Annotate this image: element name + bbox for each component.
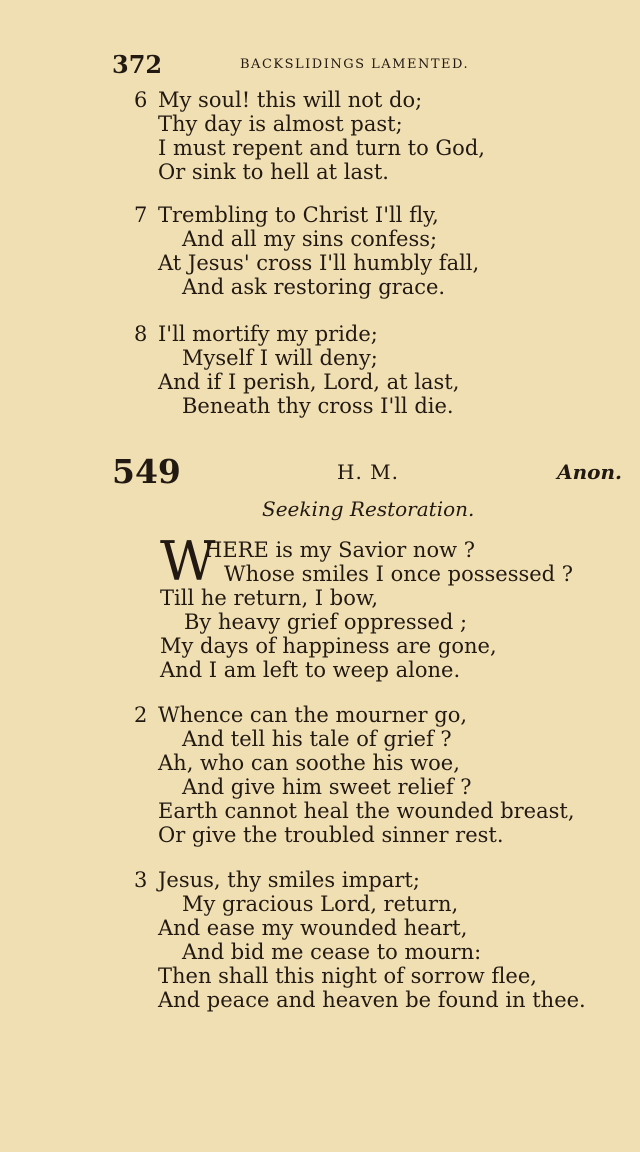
hymn-meter: H. M.	[337, 460, 399, 484]
verse-line: And ease my wounded heart,	[158, 916, 468, 940]
stanza-number: 8	[134, 322, 148, 346]
stanza-number: 6	[134, 88, 148, 112]
stanza-7	[134, 203, 479, 299]
verse-line: And tell his tale of grief ?	[182, 727, 452, 751]
verse-line: I must repent and turn to God,	[158, 136, 485, 160]
stanza-number: 3	[134, 868, 148, 892]
verse-line: And I am left to weep alone.	[160, 658, 461, 682]
running-title: BACKSLIDINGS LAMENTED.	[240, 57, 470, 72]
verse-line: My soul! this will not do;	[158, 88, 423, 112]
verse-line: Myself I will deny;	[182, 346, 378, 370]
verse-line: And all my sins confess;	[182, 227, 438, 251]
verse-line: Whose smiles I once possessed ?	[224, 562, 574, 586]
verse-line: Ah, who can soothe his woe,	[158, 751, 460, 775]
verse-line: Or give the troubled sinner rest.	[158, 823, 504, 847]
page-number: 372	[112, 50, 163, 79]
verse-line: Jesus, thy smiles impart;	[158, 868, 420, 892]
drop-cap: W	[160, 530, 216, 593]
verse-line: Whence can the mourner go,	[158, 703, 468, 727]
hymn-number: 549	[112, 452, 181, 491]
verse-line: By heavy grief oppressed ;	[184, 610, 468, 634]
verse-line: Earth cannot heal the wounded breast,	[158, 799, 575, 823]
hymn-title: Seeking Restoration.	[262, 497, 475, 521]
verse-line: And ask restoring grace.	[182, 275, 446, 299]
verse-line: Beneath thy cross I'll die.	[182, 394, 454, 418]
verse-line: Trembling to Christ I'll fly,	[158, 203, 439, 227]
hymn-author: Anon.	[557, 460, 622, 484]
verse-line: At Jesus' cross I'll humbly fall,	[158, 251, 480, 275]
verse-line: Or sink to hell at last.	[158, 160, 389, 184]
verse-line: And give him sweet relief ?	[182, 775, 472, 799]
verse-line: Till he return, I bow,	[160, 586, 379, 610]
hymn-header	[112, 452, 622, 492]
stanza-8	[134, 322, 459, 418]
verse-line: Then shall this night of sorrow flee,	[158, 964, 537, 988]
stanza-number: 2	[134, 703, 148, 727]
stanza-2	[134, 703, 575, 847]
verse-line: Thy day is almost past;	[158, 112, 403, 136]
verse-line: And peace and heaven be found in thee.	[158, 988, 586, 1012]
verse-line: And bid me cease to mourn:	[182, 940, 482, 964]
stanza-1	[160, 530, 574, 682]
verse-line: I'll mortify my pride;	[158, 322, 378, 346]
stanza-6	[134, 88, 485, 184]
stanza-number: 7	[134, 203, 148, 227]
verse-line: My days of happiness are gone,	[160, 634, 497, 658]
page-header	[112, 50, 632, 80]
stanza-3	[134, 868, 586, 1012]
verse-line: HERE is my Savior now ?	[204, 538, 476, 562]
verse-line: My gracious Lord, return,	[182, 892, 459, 916]
verse-line: And if I perish, Lord, at last,	[158, 370, 460, 394]
